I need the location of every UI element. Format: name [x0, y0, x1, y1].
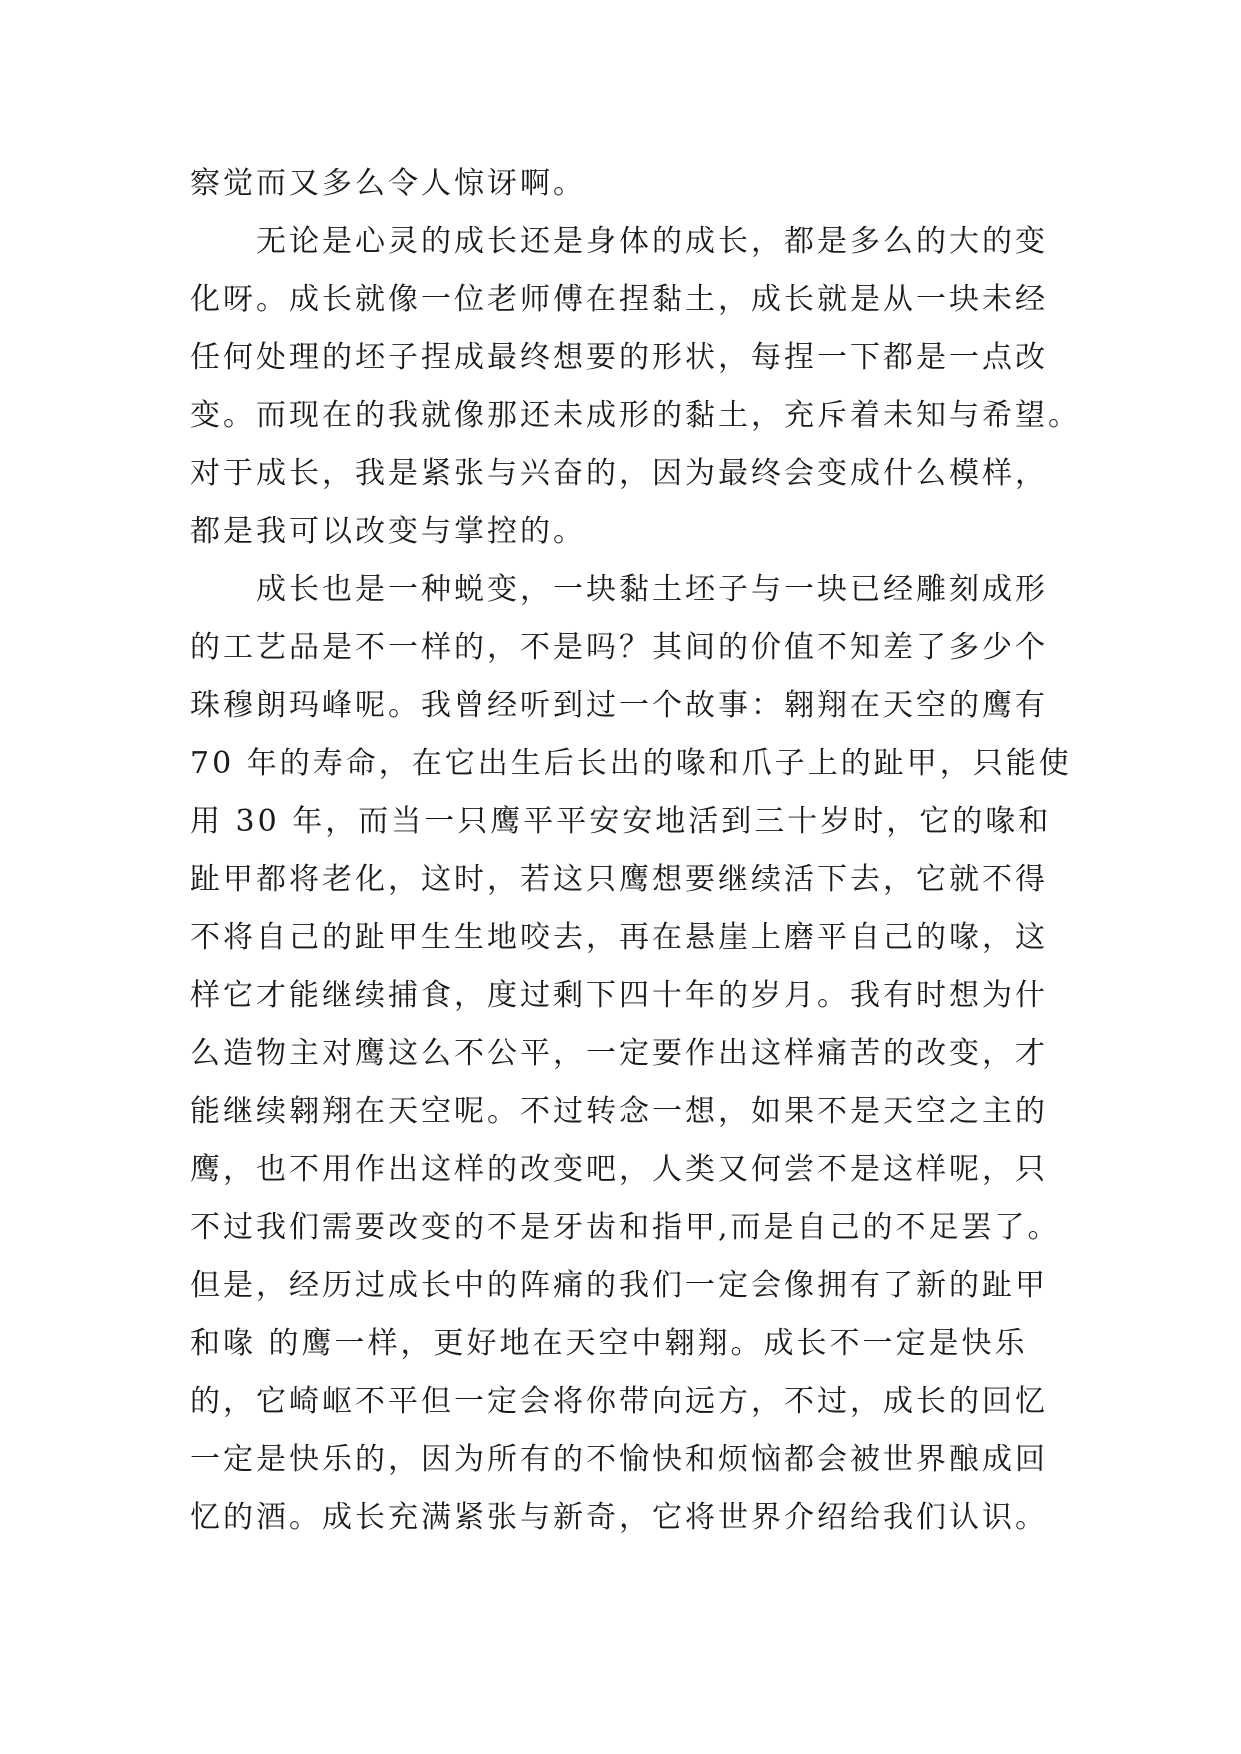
- text-line: 变。而现在的我就像那还未成形的黏土，充斥着未知与希望。: [190, 398, 1081, 433]
- text-line: 的，它崎岖不平但一定会将你带向远方，不过，成长的回忆: [190, 1384, 1048, 1419]
- text-line: 样它才能继续捕食，度过剩下四十年的岁月。我有时想为什: [190, 978, 1048, 1013]
- text-line: 的工艺品是不一样的，不是吗？其间的价值不知差了多少个: [190, 630, 1048, 665]
- text-line: 用 30 年，而当一只鹰平平安安地活到三十岁时，它的喙和: [190, 804, 1052, 839]
- text-line: 但是，经历过成长中的阵痛的我们一定会像拥有了新的趾甲: [190, 1268, 1048, 1303]
- text-line: 能继续翱翔在天空呢。不过转念一想，如果不是天空之主的: [190, 1094, 1048, 1129]
- text-line: 鹰，也不用作出这样的改变吧，人类又何尝不是这样呢，只: [190, 1152, 1048, 1187]
- essay-body: [190, 155, 1080, 1547]
- text-line: 化呀。成长就像一位老师傅在捏黏土，成长就是从一块未经: [190, 282, 1048, 317]
- text-line: 忆的酒。成长充满紧张与新奇，它将世界介绍给我们认识。: [190, 1500, 1048, 1535]
- text-line: 和喙 的鹰一样，更好地在天空中翱翔。成长不一定是快乐: [190, 1326, 1028, 1361]
- text-line: 对于成长，我是紧张与兴奋的，因为最终会变成什么模样，: [190, 456, 1048, 491]
- text-line: 任何处理的坯子捏成最终想要的形状，每捏一下都是一点改: [190, 340, 1048, 375]
- paragraph-start-line: 无论是心灵的成长还是身体的成长，都是多么的大的变: [256, 224, 1048, 259]
- text-line: 不将自己的趾甲生生地咬去，再在悬崖上磨平自己的喙，这: [190, 920, 1048, 955]
- text-line: 么造物主对鹰这么不公平，一定要作出这样痛苦的改变，才: [190, 1036, 1048, 1071]
- paragraph-start-line: 成长也是一种蜕变，一块黏土坯子与一块已经雕刻成形: [256, 572, 1048, 607]
- text-line: 都是我可以改变与掌控的。: [190, 514, 586, 549]
- text-line: 不过我们需要改变的不是牙齿和指甲,而是自己的不足罢了。: [190, 1210, 1061, 1245]
- text-line: 70 年的寿命，在它出生后长出的喙和爪子上的趾甲，只能使: [190, 746, 1072, 781]
- text-line: 珠穆朗玛峰呢。我曾经听到过一个故事：翱翔在天空的鹰有: [190, 688, 1048, 723]
- text-line: 趾甲都将老化，这时，若这只鹰想要继续活下去，它就不得: [190, 862, 1048, 897]
- text-line: 一定是快乐的，因为所有的不愉快和烦恼都会被世界酿成回: [190, 1442, 1048, 1477]
- text-line: 察觉而又多么令人惊讶啊。: [190, 166, 586, 201]
